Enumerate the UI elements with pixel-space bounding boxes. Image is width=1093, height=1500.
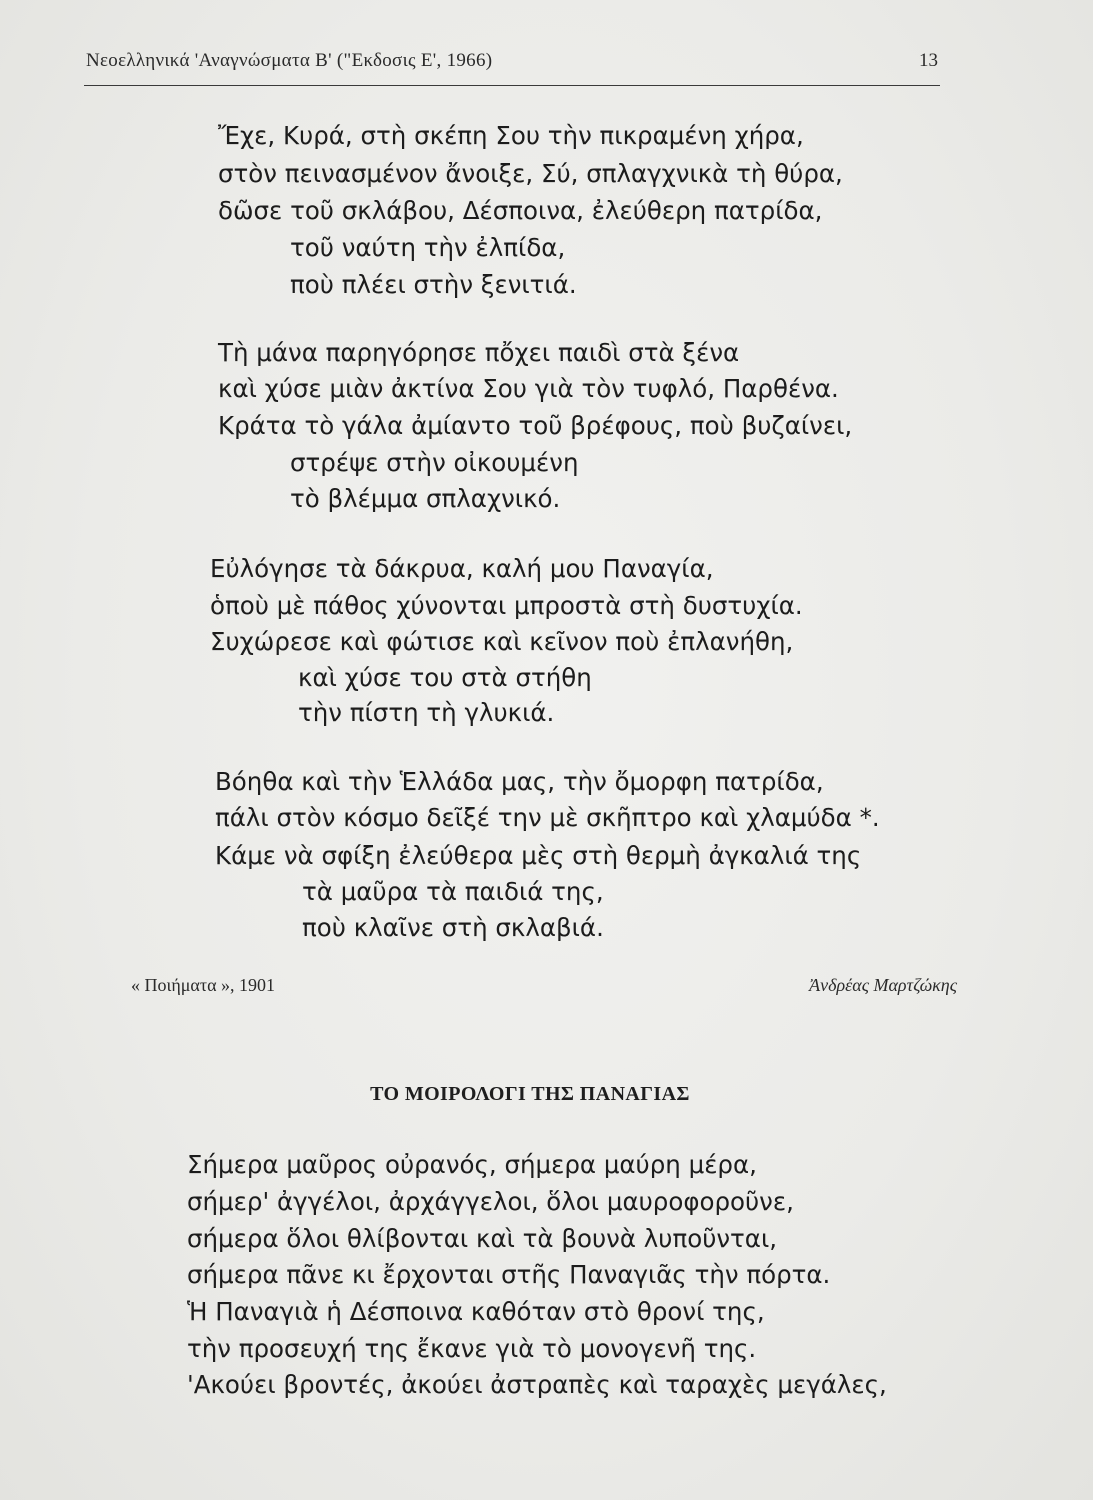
poem1-line: τὴν πίστη τὴ γλυκιά. (298, 698, 555, 727)
poem1-line: ποὺ κλαῖνε στὴ σκλαβιά. (302, 913, 604, 942)
poem1-line: Κράτα τὸ γάλα ἀμίαντο τοῦ βρέφους, ποὺ βυζαίνει, (218, 411, 853, 440)
poem-author: Ἀνδρέας Μαρτζώκης (809, 975, 957, 995)
poem2-line: σήμερ' ἀγγέλοι, ἀρχάγγελοι, ὅλοι μαυροφοροῦνε, (187, 1187, 794, 1216)
poem-title: ΤΟ ΜΟΙΡΟΛΟΓΙ ΤΗΣ ΠΑΝΑΓΙΑΣ (370, 1083, 690, 1105)
poem1-line: Κάμε νὰ σφίξη ἐλεύθερα μὲς στὴ θερμὴ ἀγκαλιά της (215, 841, 862, 870)
poem1-line: Τὴ μάνα παρηγόρησε πὄχει παιδὶ στὰ ξένα (218, 338, 740, 367)
poem2-line: 'Ακούει βροντές, ἀκούει ἀστραπὲς καὶ ταραχὲς μεγάλες, (187, 1370, 887, 1399)
page-header (86, 50, 938, 88)
poem2-line: Σήμερα μαῦρος οὐρανός, σήμερα μαύρη μέρα, (187, 1150, 757, 1179)
poem1-line: Εὐλόγησε τὰ δάκρυα, καλή μου Παναγία, (210, 554, 714, 583)
poem-source: « Ποιήματα », 1901 (131, 975, 275, 995)
poem1-line: Συχώρεσε καὶ φώτισε καὶ κεῖνον ποὺ ἐπλανήθη, (210, 627, 794, 656)
poem1-line: τὸ βλέμμα σπλαχνικό. (290, 484, 561, 513)
running-title: Νεοελληνικά 'Αναγνώσματα Β' ("Εκδοσις Ε', 1966) (86, 50, 493, 71)
poem2-line: τὴν προσευχή της ἔκανε γιὰ τὸ μονογενῆ της. (187, 1334, 757, 1363)
header-rule (84, 85, 940, 86)
poem2-line: Ἡ Παναγιὰ ἡ Δέσποινα καθόταν στὸ θρονί της, (187, 1297, 765, 1326)
poem2-line: σήμερα πᾶνε κι ἔρχονται στῆς Παναγιᾶς τὴν πόρτα. (187, 1260, 831, 1289)
page-number: 13 (919, 50, 938, 71)
poem1-line: Ἔχε, Κυρά, στὴ σκέπη Σου τὴν πικραμένη χήρα, (218, 121, 804, 150)
poem1-line: στρέψε στὴν οἰκουμένη (290, 448, 579, 477)
poem1-line: δῶσε τοῦ σκλάβου, Δέσποινα, ἐλεύθερη πατρίδα, (218, 196, 823, 225)
poem1-line: ὁποὺ μὲ πάθος χύνονται μπροστὰ στὴ δυστυχία. (210, 591, 803, 620)
poem1-line: τοῦ ναύτη τὴν ἐλπίδα, (290, 233, 566, 262)
poem1-line: Βόηθα καὶ τὴν Ἑλλάδα μας, τὴν ὄμορφη πατρίδα, (215, 767, 824, 796)
poem1-line: πάλι στὸν κόσμο δεῖξέ την μὲ σκῆπτρο καὶ χλαμύδα *. (215, 803, 880, 832)
poem1-line: καὶ χύσε μιὰν ἀκτίνα Σου γιὰ τὸν τυφλό, Παρθένα. (218, 374, 839, 403)
poem1-line: ποὺ πλέει στὴν ξενιτιά. (290, 270, 577, 299)
poem2-line: σήμερα ὅλοι θλίβονται καὶ τὰ βουνὰ λυποῦνται, (187, 1224, 778, 1253)
poem1-line: καὶ χύσε του στὰ στήθη (298, 663, 592, 692)
poem1-line: στὸν πεινασμένον ἄνοιξε, Σύ, σπλαγχνικὰ τὴ θύρα, (218, 159, 843, 188)
poem1-line: τὰ μαῦρα τὰ παιδιά της, (302, 877, 604, 906)
